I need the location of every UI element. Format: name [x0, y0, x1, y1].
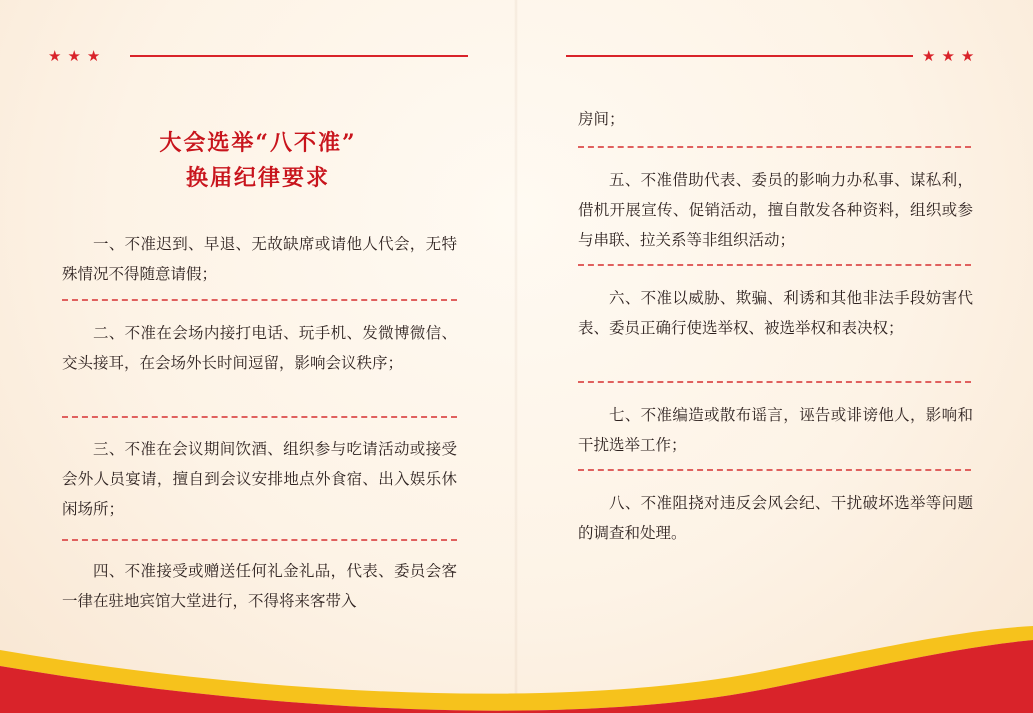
left-stars-icon: ★★★: [48, 47, 107, 65]
rule-1-text: 一、不准迟到、早退、无故缺席或请他人代会，无特殊情况不得随意请假；: [62, 235, 457, 283]
divider: [578, 146, 971, 148]
right-header-rule: [566, 55, 913, 57]
rule-4-text: 四、不准接受或赠送任何礼金礼品，代表、委员会客一律在驻地宾馆大堂进行，不得将来客带入: [62, 562, 457, 610]
rule-2-text: 二、不准在会场内接打电话、玩手机、发微博微信、交头接耳，在会场外长时间逗留，影响会议秩序；: [62, 324, 457, 372]
rule-6: [578, 283, 973, 343]
left-header-rule: [130, 55, 468, 57]
rule-6-text: 六、不准以威胁、欺骗、利诱和其他非法手段妨害代表、委员正确行使选举权、被选举权和表决权；: [578, 289, 973, 337]
rule-4-continued: [578, 104, 973, 134]
rule-2: [62, 318, 457, 378]
rule-7: [578, 400, 973, 460]
bottom-wave-decoration: [0, 600, 1033, 713]
rule-5: [578, 165, 973, 255]
rule-3-text: 三、不准在会议期间饮酒、组织参与吃请活动或接受会外人员宴请，擅自到会议安排地点外食宿、出入娱乐休闲场所；: [62, 440, 457, 518]
divider: [578, 264, 971, 266]
divider: [62, 539, 457, 541]
right-stars-icon: ★★★: [922, 47, 981, 65]
rule-7-text: 七、不准编造或散布谣言，诬告或诽谤他人，影响和干扰选举工作；: [578, 406, 973, 454]
title-line-2: 换届纪律要求: [185, 165, 330, 191]
rule-5-text: 五、不准借助代表、委员的影响力办私事、谋私利，借机开展宣传、促销活动，擅自散发各种资料，组织或参与串联、拉关系等非组织活动；: [578, 171, 973, 249]
divider: [578, 381, 971, 383]
rule-8-text: 八、不准阻挠对违反会风会纪、干扰破坏选举等问题的调查和处理。: [578, 494, 973, 542]
rule-8: [578, 488, 973, 548]
divider: [62, 299, 457, 301]
rule-3: [62, 434, 457, 524]
divider: [578, 469, 971, 471]
rule-4-continued-text: 房间；: [578, 110, 625, 128]
rule-1: [62, 229, 457, 289]
divider: [62, 416, 457, 418]
title-line-1: 大会选举“八不准”: [159, 130, 357, 156]
